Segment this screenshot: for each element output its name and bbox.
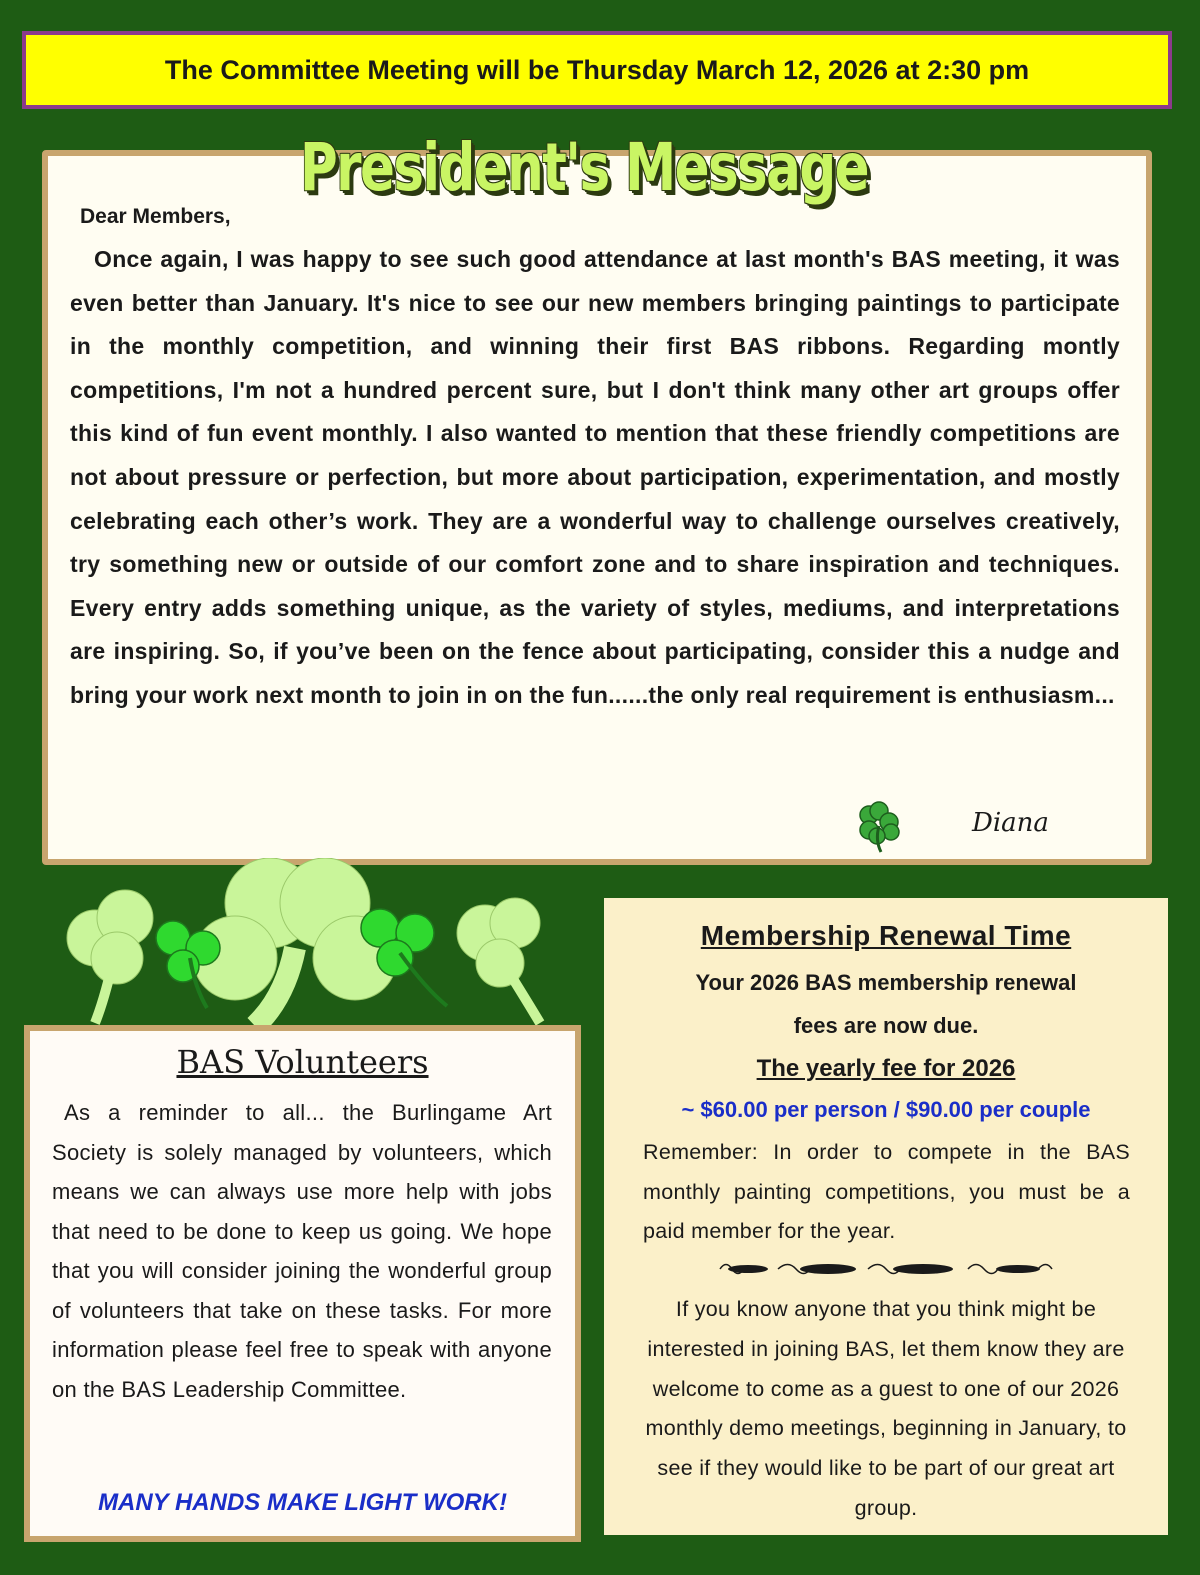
- volunteers-body: [52, 1093, 552, 1409]
- ornament-divider-icon: [718, 1258, 1054, 1280]
- renewal-line-1: Your 2026 BAS membership renewal: [695, 970, 1077, 995]
- volunteers-slogan: MANY HANDS MAKE LIGHT WORK!: [98, 1489, 507, 1516]
- presidents-message-text: Once again, I was happy to see such good attendance at last month's BAS meeting, it was even better than January. It's nice to see our new members bringing paintings to participate in the monthly competition, and winning their first BAS ribbons. Regarding montly competitions, I'm not a hundred percent sure, but I don't think many other art groups offer this kind of fun event monthly. I also wanted to mention that these friendly competitions are not about pressure or perfection, but more about participation, experimentation, and mostly celebrating each other’s work. They are a wonderful way to challenge ourselves creatively, try something new or outside of our comfort zone and to share inspiration and techniques. Every entry adds something unique, as the variety of styles, mediums, and interpretations are inspiring. So, if you’ve been on the fence about participating, consider this a nudge and bring your work next month to join in on the fun......the only real requirement is enthusiasm...: [70, 246, 1120, 708]
- membership-title: Membership Renewal Time: [700, 920, 1072, 951]
- renewal-line-2: fees are now due.: [793, 1013, 979, 1038]
- shamrock-icon: [855, 800, 907, 856]
- greeting: Dear Members,: [80, 205, 231, 228]
- volunteers-title: BAS Volunteers: [176, 1043, 429, 1081]
- presidents-message-body: [70, 238, 1120, 718]
- meeting-banner-text: The Committee Meeting will be Thursday March 12, 2026 at 2:30 pm: [164, 54, 1030, 85]
- presidents-message-title: President's Message: [300, 129, 868, 206]
- fee-amount: ~ $60.00 per person / $90.00 per couple: [681, 1097, 1091, 1122]
- shamrock-decoration-icon: [55, 858, 555, 1028]
- membership-reminder: Remember: In order to compete in the BAS monthly painting competitions, you must be a paid member for the year.: [643, 1140, 1130, 1243]
- volunteers-text: As a reminder to all... the Burlingame Art Society is solely managed by volunteers, which means we can always use more help with jobs that need to be done to keep us going. We hope that you will consider joining the wonderful group of volunteers that take on these tasks. For more information please feel free to speak with anyone on the BAS Leadership Committee.: [52, 1100, 552, 1402]
- membership-invite: If you know anyone that you think might be interested in joining BAS, let them know they are welcome to come as a guest to one of our 2026 monthly demo meetings, beginning in January, to see if they would like to be part of our great art group.: [645, 1297, 1127, 1520]
- meeting-banner: [22, 31, 1172, 109]
- fee-heading: The yearly fee for 2026: [756, 1055, 1016, 1082]
- signature: Diana: [972, 808, 1049, 838]
